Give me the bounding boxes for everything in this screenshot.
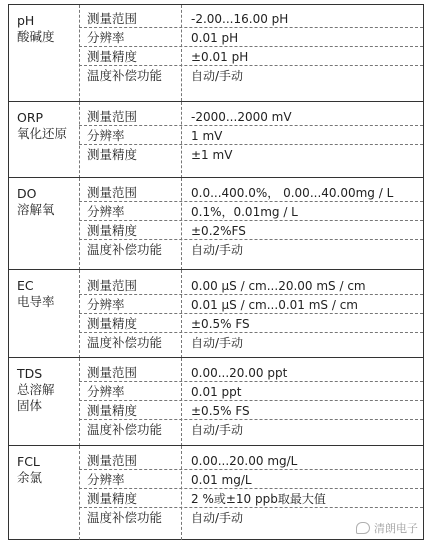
spec-value: 自动/手动 — [191, 69, 244, 83]
group-do — [9, 177, 423, 270]
spec-value: -2.00...16.00 pH — [191, 12, 289, 26]
spec-row — [79, 203, 423, 221]
spec-value: ±0.2%FS — [191, 224, 246, 238]
group-label-tds: TDS 总溶解 固体 — [17, 366, 55, 413]
spec-value: 自动/手动 — [191, 336, 244, 350]
group-label-do: DO 溶解氧 — [17, 186, 55, 217]
spec-row — [79, 315, 423, 333]
spec-row — [79, 334, 423, 352]
spec-key: 测量精度 — [87, 147, 138, 162]
spec-row — [79, 296, 423, 314]
spec-key: 测量精度 — [87, 49, 138, 64]
spec-row — [79, 10, 423, 28]
spec-value: 0.01 ppt — [191, 385, 242, 399]
spec-value: 0.01 mg/L — [191, 473, 252, 487]
spec-row — [79, 146, 423, 164]
spec-value: 自动/手动 — [191, 243, 244, 257]
spec-key: 温度补偿功能 — [87, 422, 163, 437]
spec-value: 0.1%，0.01mg / L — [191, 205, 298, 219]
spec-row — [79, 127, 423, 145]
spec-row — [79, 108, 423, 126]
spec-row — [79, 490, 423, 508]
spec-key: 测量精度 — [87, 223, 138, 238]
watermark — [356, 520, 418, 536]
spec-key: 分辨率 — [87, 472, 125, 487]
spec-row — [79, 452, 423, 470]
spec-row — [79, 402, 423, 420]
spec-row — [79, 29, 423, 47]
spec-key: 分辨率 — [87, 384, 125, 399]
spec-row — [79, 48, 423, 66]
spec-value: -2000...2000 mV — [191, 110, 292, 124]
spec-key: 测量范围 — [87, 278, 138, 293]
spec-key: 测量范围 — [87, 453, 138, 468]
spec-value: 0.00...20.00 mg/L — [191, 454, 298, 468]
spec-value: 0.01 pH — [191, 31, 239, 45]
spec-value: 0.00...20.00 ppt — [191, 366, 288, 380]
spec-key: 分辨率 — [87, 30, 125, 45]
spec-row — [79, 67, 423, 85]
spec-key: 测量范围 — [87, 185, 138, 200]
spec-row — [79, 222, 423, 240]
group-label-ph: pH 酸碱度 — [17, 13, 55, 44]
spec-key: 分辨率 — [87, 128, 125, 143]
spec-value: ±0.01 pH — [191, 50, 249, 64]
spec-value: ±0.5% FS — [191, 317, 250, 331]
group-tds — [9, 357, 423, 446]
group-orp — [9, 101, 423, 178]
spec-value: 自动/手动 — [191, 511, 244, 525]
spec-value: 1 mV — [191, 129, 223, 143]
spec-row — [79, 277, 423, 295]
spec-value: 0.00 μS / cm...20.00 mS / cm — [191, 279, 366, 293]
spec-key: 测量精度 — [87, 491, 138, 506]
spec-row — [79, 471, 423, 489]
spec-key: 分辨率 — [87, 204, 125, 219]
spec-key: 测量精度 — [87, 403, 138, 418]
spec-row — [79, 421, 423, 439]
spec-key: 分辨率 — [87, 297, 125, 312]
group-ph — [9, 5, 423, 101]
spec-value: 0.01 μS / cm...0.01 mS / cm — [191, 298, 358, 312]
spec-key: 测量精度 — [87, 316, 138, 331]
spec-value: 0.0...400.0%， 0.00...40.00mg / L — [191, 186, 394, 200]
spec-key: 测量范围 — [87, 109, 138, 124]
spec-key: 温度补偿功能 — [87, 335, 163, 350]
spec-value: ±1 mV — [191, 148, 233, 162]
group-label-fcl: FCL 余氯 — [17, 454, 43, 485]
spec-key: 温度补偿功能 — [87, 242, 163, 257]
group-label-orp: ORP 氧化还原 — [17, 110, 68, 141]
spec-row — [79, 383, 423, 401]
spec-key: 测量范围 — [87, 365, 138, 380]
spec-key: 测量范围 — [87, 11, 138, 26]
spec-key: 温度补偿功能 — [87, 510, 163, 525]
group-label-ec: EC 电导率 — [17, 278, 55, 309]
spec-value: 2 %或±10 ppb取最大值 — [191, 492, 326, 506]
spec-value: ±0.5% FS — [191, 404, 250, 418]
spec-table — [8, 4, 424, 540]
spec-key: 温度补偿功能 — [87, 68, 163, 83]
spec-row — [79, 364, 423, 382]
wechat-icon — [356, 522, 370, 534]
watermark-text: 清朗电子 — [374, 522, 418, 535]
spec-row — [79, 184, 423, 202]
spec-value: 自动/手动 — [191, 423, 244, 437]
spec-row — [79, 241, 423, 259]
group-ec — [9, 269, 423, 358]
